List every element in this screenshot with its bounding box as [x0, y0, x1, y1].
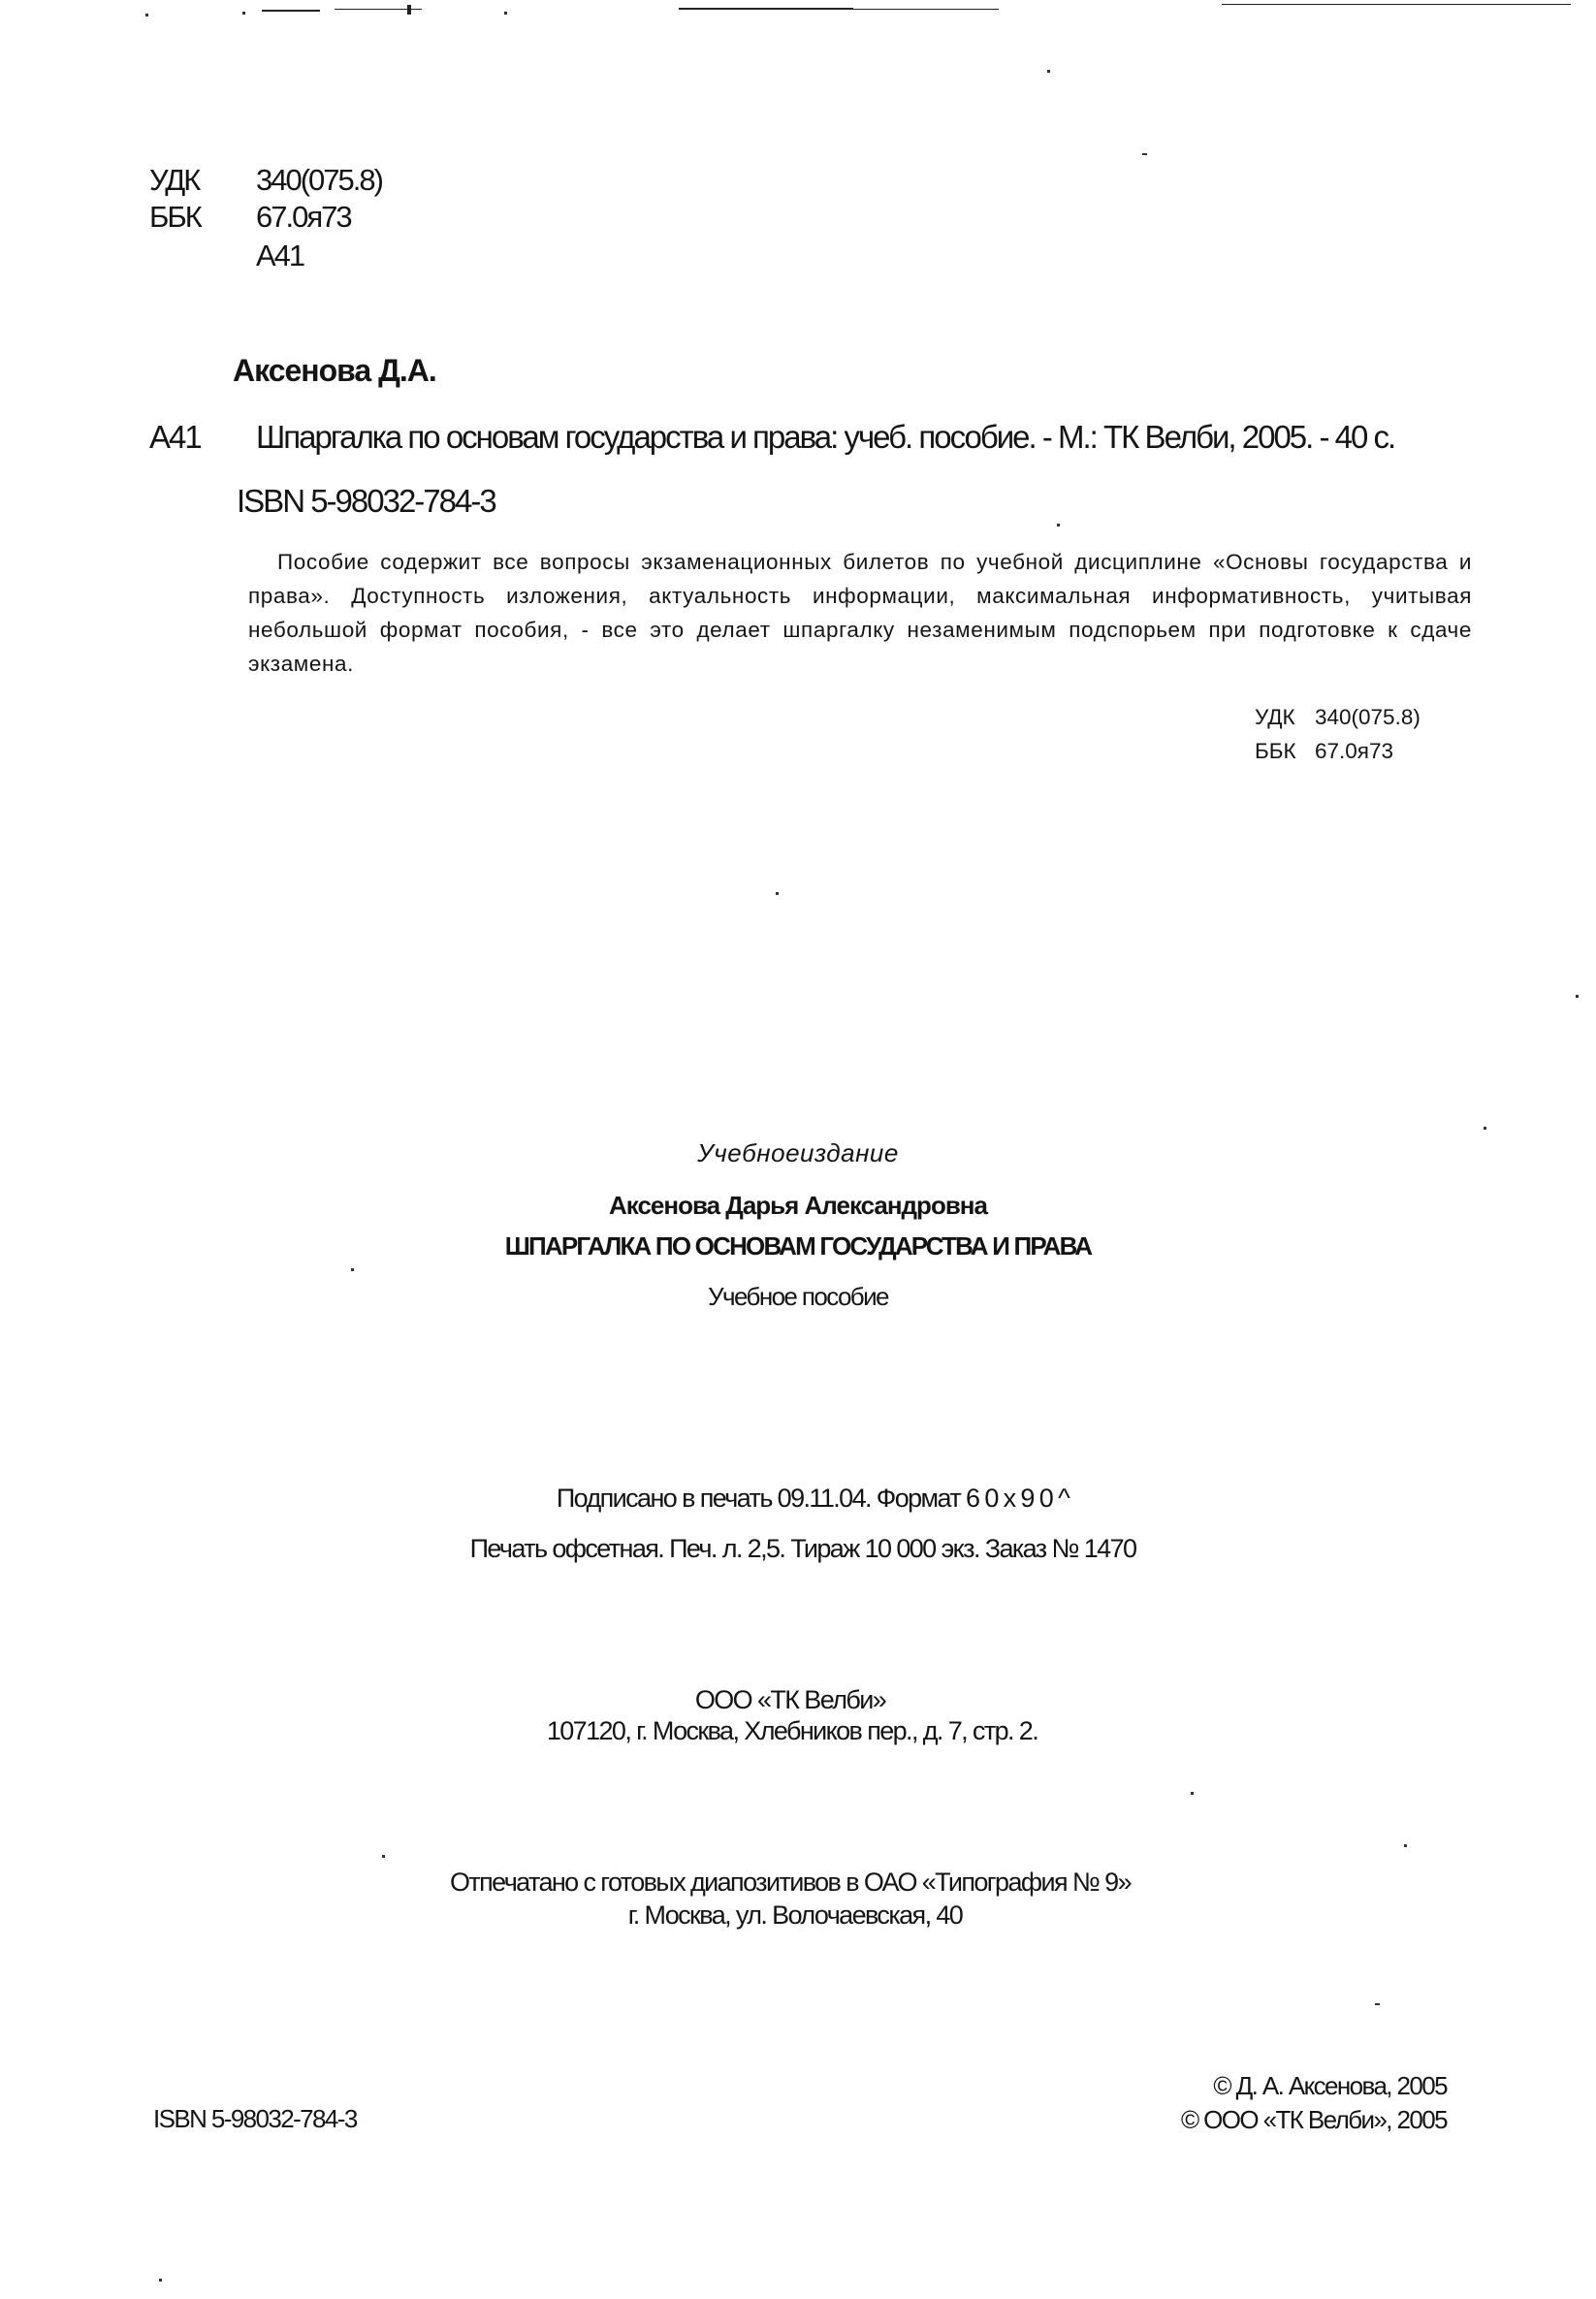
printer-line-2: г. Москва, ул. Волочаевская, 40 — [627, 1900, 963, 1930]
print-line-2: Печать офсетная. Печ. л. 2,5. Тираж 10 000 экз. Заказ № 1470 — [469, 1534, 1136, 1563]
author-sign: А41 — [256, 239, 304, 272]
annotation-text: Пособие содержит все вопросы экзаменационных билетов по учебной дисциплине «Основы государства и права». Доступность изложения, актуальность информации, максимальная информативность, учитывая небольшой формат пособия, - все это делает шпаргалку незаменимым подспорьем при подготовке к сдаче экзамена. — [248, 550, 1472, 676]
udk-label-right: УДК — [1255, 705, 1295, 729]
copyright-author: © Д. А. Аксенова, 2005 — [1213, 2071, 1447, 2100]
edition-subtitle: Учебное пособие — [708, 1282, 888, 1311]
bbk-label: ББК — [149, 200, 201, 234]
biblio-isbn: ISBN 5-98032-784-3 — [237, 483, 495, 519]
print-line-1: Подписано в печать 09.11.04. Формат 6 0 х 9 0 ^ — [556, 1484, 1069, 1513]
codes-right — [1255, 700, 1420, 768]
edition-title: ШПАРГАЛКА ПО ОСНОВАМ ГОСУДАРСТВА И ПРАВА — [504, 1231, 1092, 1261]
edition-author: Аксенова Дарья Александровна — [609, 1191, 987, 1220]
footer-isbn: ISBN 5-98032-784-3 — [153, 2104, 357, 2133]
udk-label: УДК — [149, 163, 200, 197]
edition-type: Учебноеиздание — [697, 1138, 899, 1167]
printer-line-1: Отпечатано с готовых диапозитивов в ОАО «Типография № 9» — [449, 1868, 1132, 1897]
bbk-value-right: 67.0я73 — [1315, 739, 1394, 763]
biblio-sign: А41 — [149, 419, 201, 455]
biblio-title: Шпаргалка по основам государства и права: учеб. пособие. - М.: ТК Велби, 2005. - 40 с. — [256, 419, 1395, 455]
udk-value: 340(075.8) — [256, 163, 382, 197]
publisher-address: 107120, г. Москва, Хлебников пер., д. 7, стр. 2. — [546, 1716, 1038, 1745]
bbk-label-right: ББК — [1255, 739, 1296, 763]
publisher-name: ООО «ТК Велби» — [694, 1685, 886, 1714]
bbk-value: 67.0я73 — [256, 200, 351, 234]
udk-value-right: 340(075.8) — [1315, 705, 1420, 729]
copyright-publisher: © ООО «ТК Велби», 2005 — [1180, 2105, 1447, 2134]
author-name: Аксенова Д.А. — [233, 353, 436, 388]
